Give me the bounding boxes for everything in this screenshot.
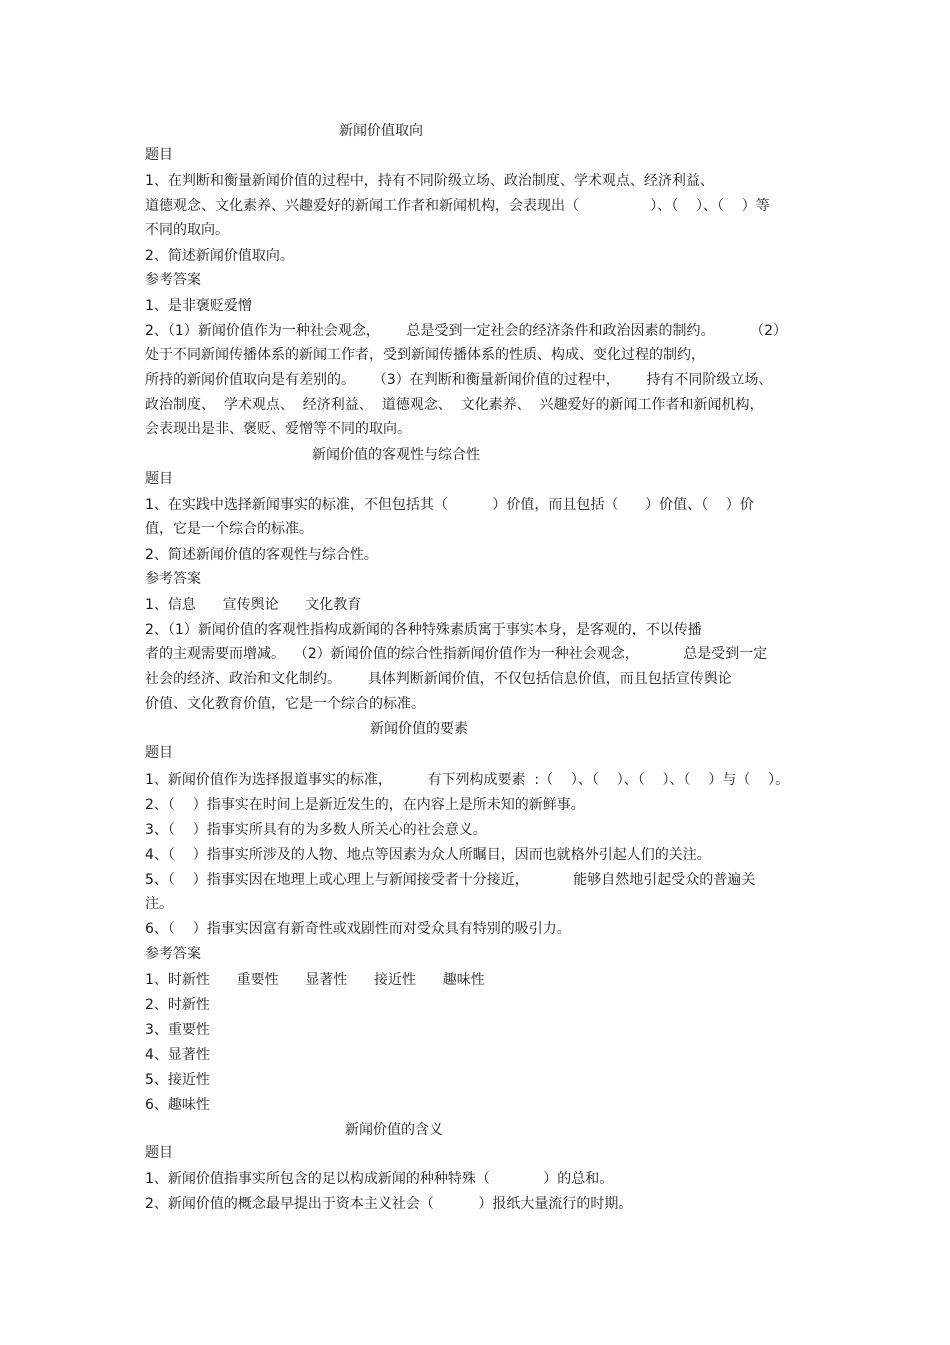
- question-line: 1、新闻价值作为选择报道事实的标准， 有下列构成要素 :（ ）、（ ）、（ ）、（ ）与（ ）。: [145, 772, 790, 788]
- answer-line: 1、时新性 重要性 显著性 接近性 趣味性: [145, 972, 485, 988]
- answer-line: 会表现出是非、褒贬、爱憎等不同的取向。: [145, 421, 411, 437]
- answer-line: 1、是非褒贬爱憎: [145, 298, 252, 314]
- section-title: 新闻价值取向: [339, 123, 423, 139]
- answer-line: 政治制度、 学术观点、 经济利益、 道德观念、 文化素养、 兴趣爱好的新闻工作者和新闻机构，: [145, 397, 764, 413]
- section-title: 新闻价值的客观性与综合性: [312, 447, 480, 463]
- question-line: 不同的取向。: [145, 222, 229, 238]
- questions-label: 题目: [145, 745, 173, 761]
- question-line: 值，它是一个综合的标准。: [145, 521, 313, 537]
- question-line: 1、在判断和衡量新闻价值的过程中，持有不同阶级立场、政治制度、学术观点、经济利益、: [145, 173, 714, 189]
- question-line: 2、简述新闻价值的客观性与综合性。: [145, 547, 378, 563]
- section-title: 新闻价值的含义: [345, 1122, 443, 1138]
- answer-line: 社会的经济、政治和文化制约。 具体判断新闻价值，不仅包括信息价值，而且包括宣传舆论: [145, 671, 732, 687]
- section-title: 新闻价值的要素: [370, 721, 468, 737]
- question-line: 2、（ ）指事实在时间上是新近发生的，在内容上是所未知的新鲜事。: [145, 797, 585, 813]
- answer-line: 3、重要性: [145, 1022, 210, 1038]
- questions-label: 题目: [145, 471, 173, 487]
- answer-line: 2、时新性: [145, 997, 210, 1013]
- question-line: 6、（ ）指事实因富有新奇性或戏剧性而对受众具有特别的吸引力。: [145, 921, 571, 937]
- answer-line: 所持的新闻价值取向是有差别的。 （3）在判断和衡量新闻价值的过程中， 持有不同阶级立场、: [145, 372, 773, 388]
- question-line: 注。: [145, 896, 173, 912]
- question-line: 道德观念、文化素养、兴趣爱好的新闻工作者和新闻机构，会表现出（ ）、（ ）、（ ）等: [145, 198, 770, 214]
- answer-line: 2、（1）新闻价值的客观性指构成新闻的各种特殊素质寓于事实本身，是客观的，不以传播: [145, 622, 702, 638]
- question-line: 3、（ ）指事实所具有的为多数人所关心的社会意义。: [145, 822, 487, 838]
- answers-label: 参考答案: [145, 272, 201, 288]
- answer-line: 者的主观需要而增减。 （2）新闻价值的综合性指新闻价值作为一种社会观念， 总是受到一定: [145, 646, 768, 662]
- question-line: 1、新闻价值指事实所包含的足以构成新闻的种种特殊（ ）的总和。: [145, 1171, 614, 1187]
- answers-label: 参考答案: [145, 946, 201, 962]
- question-line: 2、新闻价值的概念最早提出于资本主义社会（ ）报纸大量流行的时期。: [145, 1196, 633, 1212]
- questions-label: 题目: [145, 1145, 173, 1161]
- question-line: 5、（ ）指事实因在地理上或心理上与新闻接受者十分接近， 能够自然地引起受众的普遍关: [145, 872, 756, 888]
- question-line: 2、简述新闻价值取向。: [145, 248, 294, 264]
- answer-line: 6、趣味性: [145, 1097, 210, 1113]
- answer-line: 4、显著性: [145, 1047, 210, 1063]
- answers-label: 参考答案: [145, 571, 201, 587]
- answer-line: 价值、文化教育价值，它是一个综合的标准。: [145, 696, 425, 712]
- question-line: 1、在实践中选择新闻事实的标准，不但包括其（ ）价值，而且包括（ ）价值、（ ）价: [145, 497, 754, 513]
- answer-line: 5、接近性: [145, 1072, 210, 1088]
- answer-line: 处于不同新闻传播体系的新闻工作者，受到新闻传播体系的性质、构成、变化过程的制约，: [145, 347, 705, 363]
- questions-label: 题目: [145, 147, 173, 163]
- answer-line: 2、（1）新闻价值作为一种社会观念， 总是受到一定社会的经济条件和政治因素的制约。 （2）: [145, 323, 788, 339]
- answer-line: 1、信息 宣传舆论 文化教育: [145, 597, 362, 613]
- question-line: 4、（ ）指事实所涉及的人物、地点等因素为众人所瞩目，因而也就格外引起人们的关注。: [145, 847, 711, 863]
